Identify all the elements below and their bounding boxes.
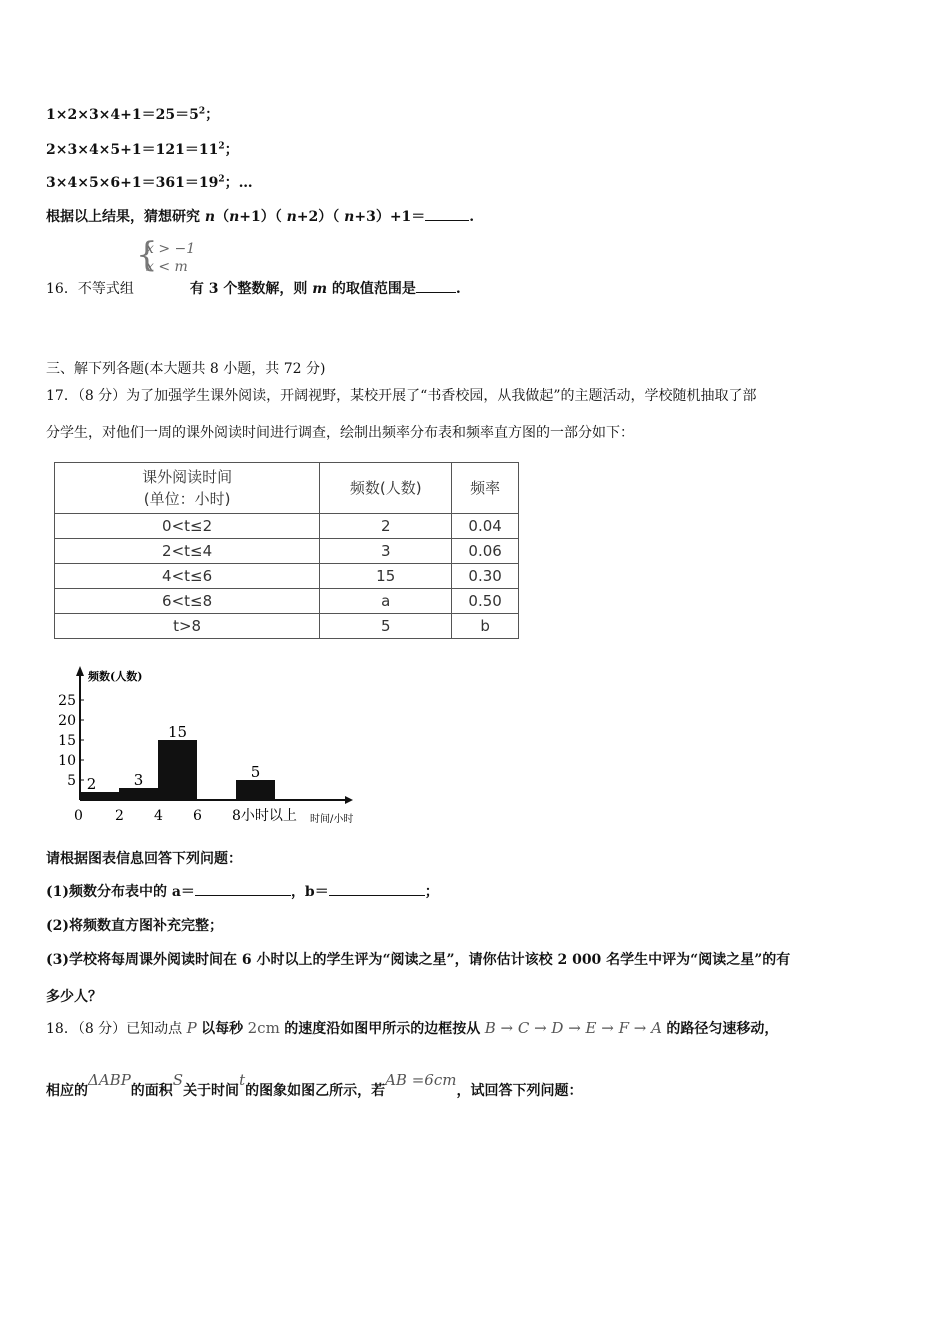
table-row: 4<t≤6 15 0.30 (55, 564, 519, 589)
header-reading-time: 课外阅读时间 (单位：小时) (55, 463, 320, 514)
equation-line-3: $3\times 4\times 5\times 6+1=361=19^2$；… (46, 174, 253, 191)
answer-blank (416, 280, 456, 293)
question-18-line-1: 18．（8 分）已知动点 P 以每秒 2cm 的速度沿如图甲所示的边框按从 B → C → D → E → F → A 的路径匀速移动， (46, 1019, 779, 1037)
bar-value-label: 15 (167, 723, 188, 741)
question-18-line-2: 相应的ΔABP的面积S关于时间t的图象如图乙所示，若AB =6cm，试回答下列问题： (46, 1071, 583, 1099)
answer-blank (425, 208, 469, 221)
questions-intro: 请根据图表信息回答下列问题： (46, 851, 242, 867)
x-tick-label: 6 (193, 808, 202, 824)
x-axis-arrow (345, 796, 353, 804)
y-tick-label: 15 (58, 733, 76, 749)
table-row: 2<t≤4 3 0.06 (55, 539, 519, 564)
question-17-line-2: 分学生，对他们一周的课外阅读时间进行调查，绘制出频率分布表和频率直方图的一部分如下： (46, 425, 634, 441)
frequency-table (54, 462, 519, 639)
histogram-bar (236, 780, 275, 800)
question-16: 16．不等式组 有 3 个整数解，则 m 的取值范围是 . (46, 281, 461, 297)
y-tick-label: 10 (58, 753, 76, 769)
question-17-part-2: (2)将频数直方图补充完整； (46, 918, 223, 934)
guess-line: 根据以上结果，猜想研究 n（n+1）（ n+2）（ n+3）+1＝ . (46, 209, 475, 225)
x-tick-label: 8小时以上 (232, 808, 297, 824)
table-row: 0<t≤2 2 0.04 (55, 514, 519, 539)
y-axis-arrow (76, 666, 84, 676)
question-17-part-3-line-1: (3)学校将每周课外阅读时间在 6 小时以上的学生评为“阅读之星”，请你估计该校 2 000 名学生中评为“阅读之星”的有 (46, 952, 791, 968)
question-17-line-1: 17．（8 分）为了加强学生课外阅读，开阔视野，某校开展了“书香校园，从我做起”的主题活动，学校随机抽取了部 (46, 388, 757, 404)
header-count: 频数(人数) (320, 463, 452, 514)
y-tick-label: 25 (58, 693, 76, 709)
answer-blank-a (195, 883, 291, 896)
y-tick-label: 5 (67, 773, 76, 789)
x-tick-label: 4 (154, 808, 163, 824)
answer-blank-b (329, 883, 425, 896)
table-row: 6<t≤8 a 0.50 (55, 589, 519, 614)
histogram-bar (119, 788, 158, 800)
table-row: t>8 5 b (55, 614, 519, 639)
x-axis-label: 时间/小时 (310, 814, 354, 825)
bar-value-label: 5 (250, 763, 261, 781)
header-frequency: 频率 (452, 463, 519, 514)
question-17-part-3-line-2: 多少人？ (46, 989, 102, 1005)
y-axis-label: 频数(人数) (88, 670, 143, 683)
table-header-row (55, 463, 519, 514)
inequality-system: { x > −1 x < m (136, 235, 196, 275)
y-tick-label: 20 (58, 713, 76, 729)
bar-value-label: 2 (86, 775, 97, 793)
question-17-part-1: (1)频数分布表中的 a＝ ，b＝ ； (46, 884, 439, 900)
histogram-bar (158, 740, 197, 800)
x-tick-label: 2 (115, 808, 124, 824)
frequency-histogram (50, 660, 370, 830)
equation-line-1: $1\times 2\times 3\times 4+1=25=5^2$； (46, 106, 220, 123)
histogram-bar (80, 792, 119, 800)
x-tick-label: 0 (74, 808, 83, 824)
equation-line-2: $2\times 3\times 4\times 5+1=121=11^2$； (46, 141, 239, 158)
bar-value-label: 3 (133, 771, 144, 789)
section-heading: 三、解下列各题(本大题共 8 小题，共 72 分) (46, 361, 326, 377)
